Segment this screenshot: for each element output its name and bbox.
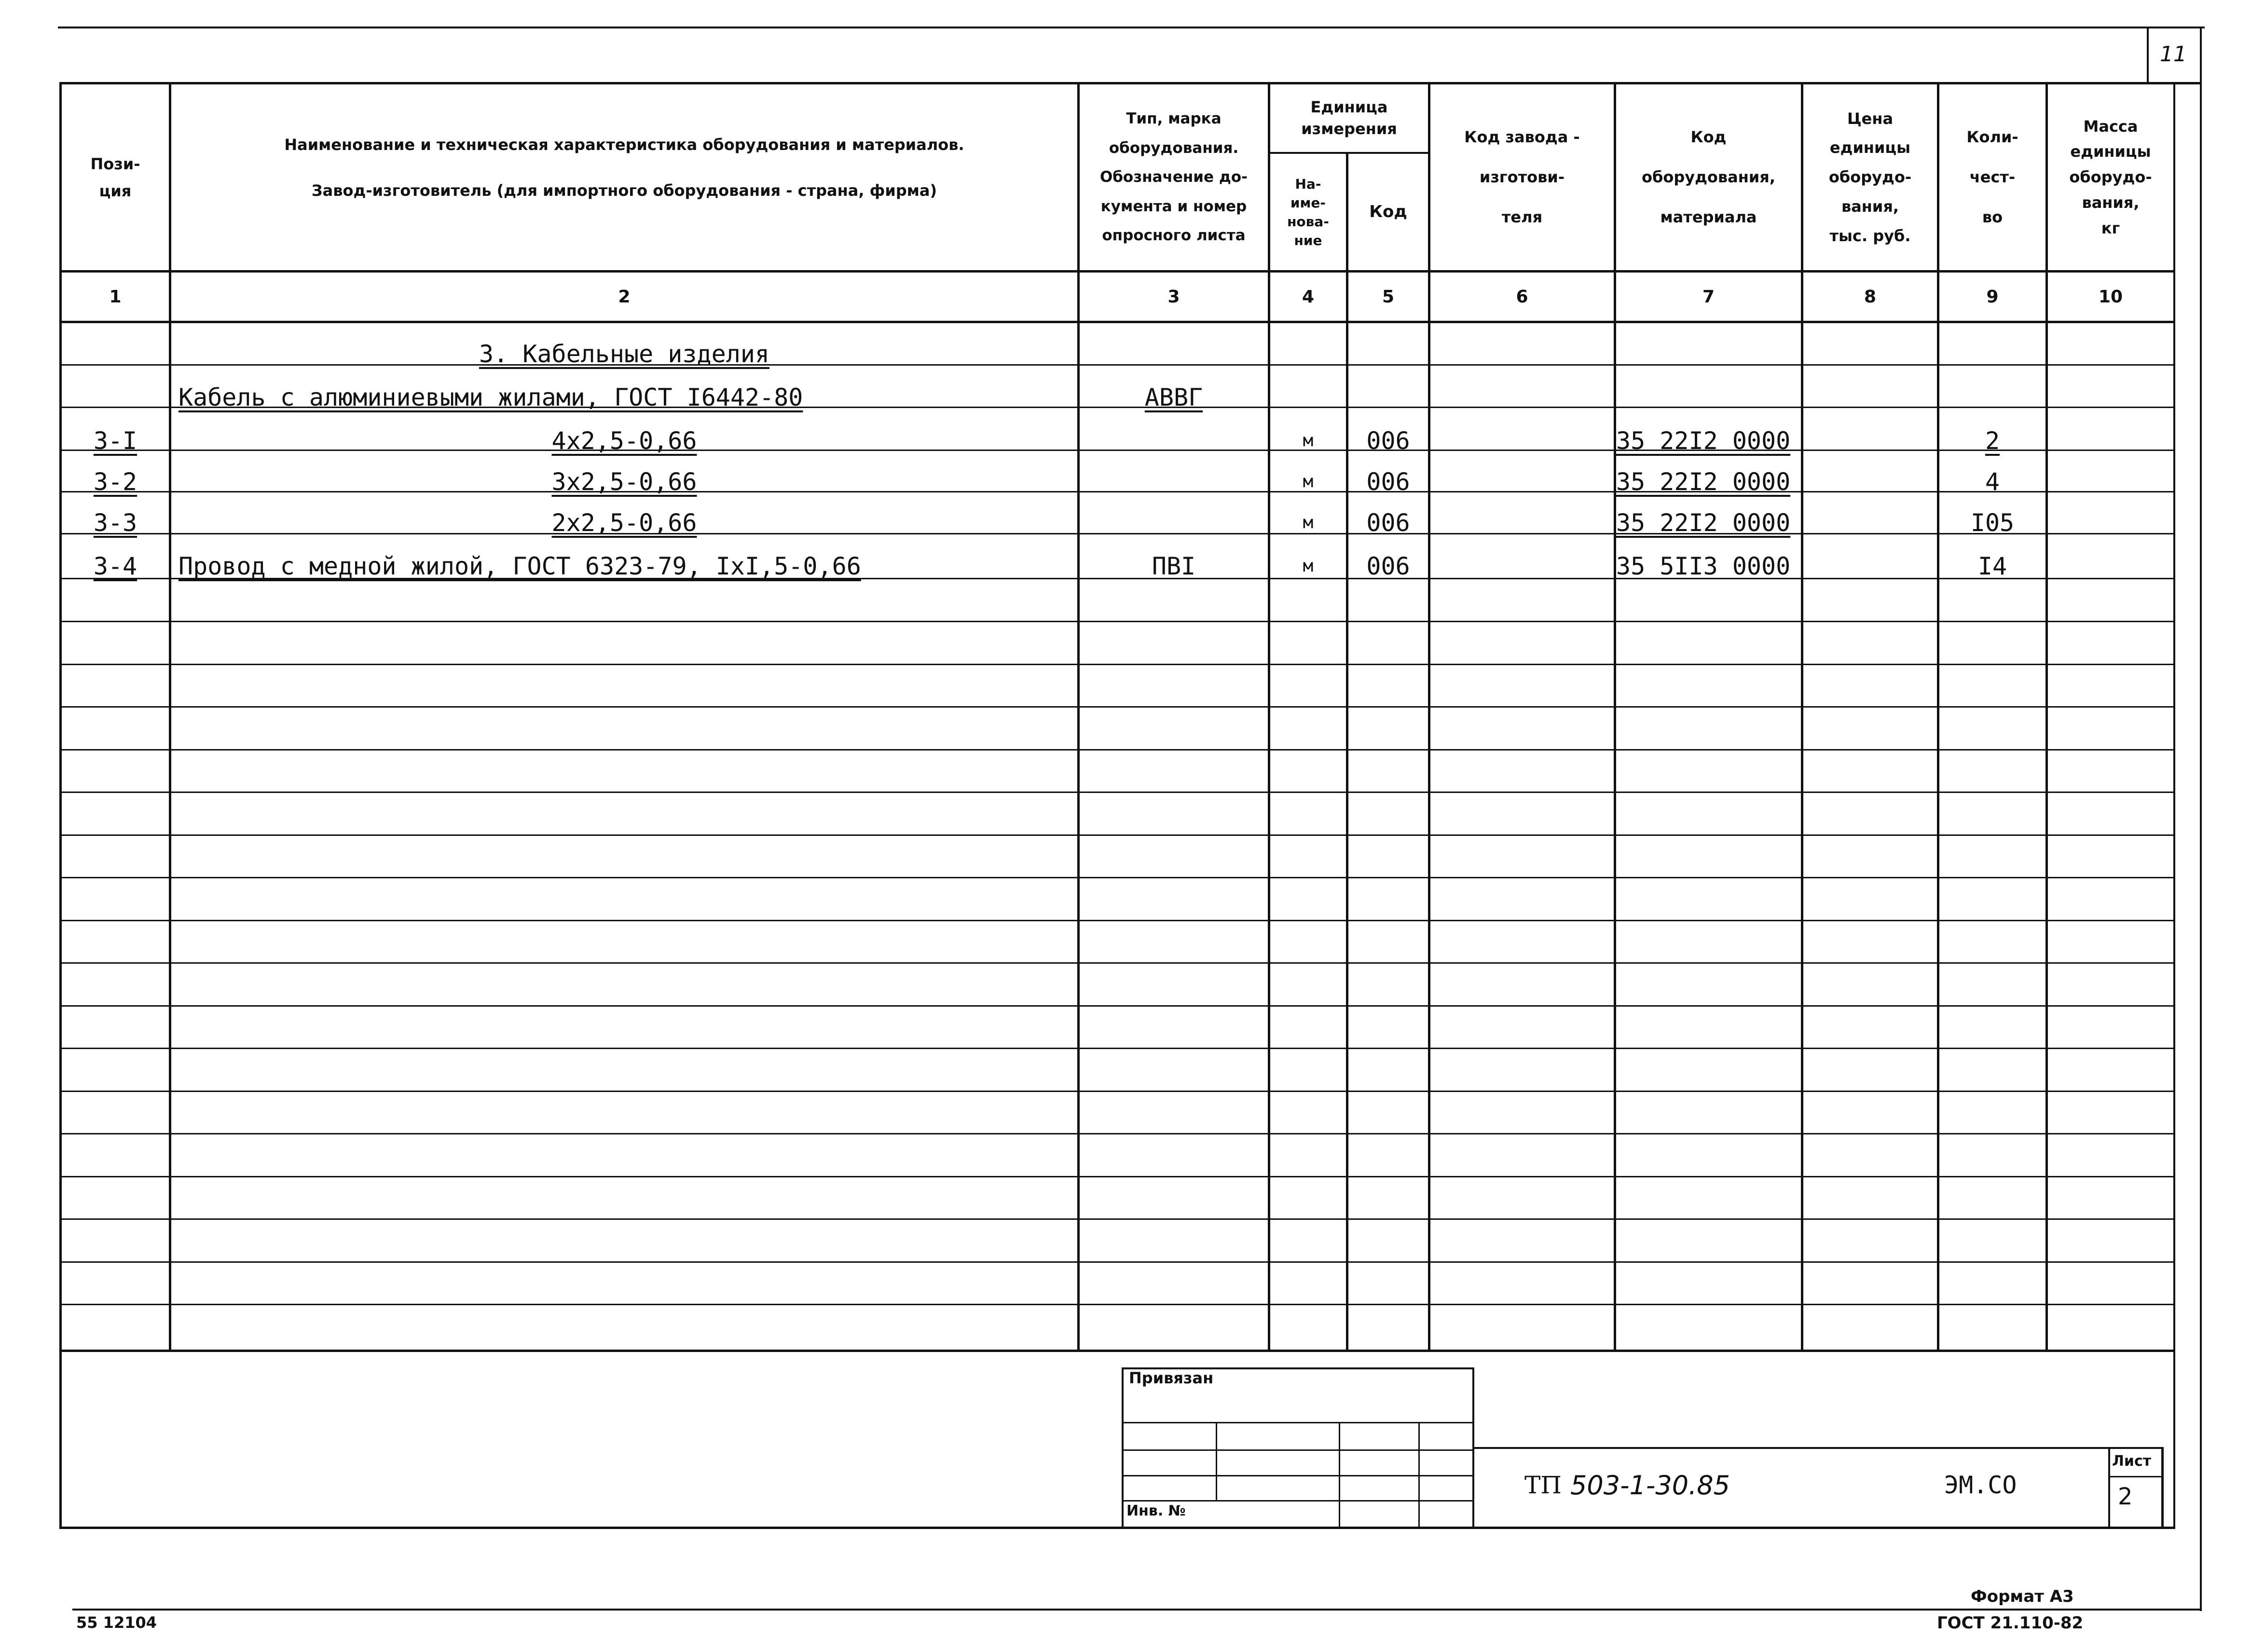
column-number: 9 xyxy=(1986,287,1999,307)
header-unit-group: Единица измерения xyxy=(1301,98,1397,138)
col-divider-5 xyxy=(1428,82,1430,1352)
table-row-line xyxy=(62,1176,2174,1177)
column-number: 7 xyxy=(1702,287,1715,307)
sheet-box-divider xyxy=(2108,1476,2162,1477)
table-row-line xyxy=(62,706,2174,708)
sheet-number: 2 xyxy=(2118,1483,2133,1510)
table-row-line xyxy=(62,621,2174,622)
table-header-bottom xyxy=(59,270,2175,273)
table-row-line xyxy=(62,1304,2174,1305)
column-number: 10 xyxy=(2098,287,2123,307)
column-number: 5 xyxy=(1382,287,1395,307)
footer-left-code: 55 12104 xyxy=(76,1613,157,1632)
frame-bottom-line xyxy=(72,1609,2200,1611)
stamp-row-2 xyxy=(1122,1449,1474,1451)
table-row-type: АВВГ xyxy=(1144,383,1203,411)
stamp-privyazan-label: Привязан xyxy=(1129,1369,1214,1387)
table-row-quantity: I05 xyxy=(1970,509,2015,537)
header-name-line1: Наименование и техническая характеристика оборудования и материалов. xyxy=(284,136,964,154)
table-row-line xyxy=(62,792,2174,793)
footer-gost: ГОСТ 21.110-82 xyxy=(1937,1613,2084,1633)
document-code: ЭМ.СО xyxy=(1944,1471,2017,1499)
table-row-unit-code: 006 xyxy=(1366,427,1410,455)
table-body-right xyxy=(2173,82,2175,1529)
column-number: 8 xyxy=(1864,287,1877,307)
header-material-code: Код оборудования, материала xyxy=(1642,127,1775,227)
table-row-position: 3-3 xyxy=(93,509,137,537)
sheet-corner-number: 11 xyxy=(2160,42,2187,67)
col-divider-9 xyxy=(2045,82,2048,1352)
table-row-line xyxy=(62,920,2174,921)
table-colnum-bottom xyxy=(59,321,2175,323)
table-row-name: 3x2,5-0,66 xyxy=(551,468,697,496)
table-row-material-code: 35 22I2 0000 xyxy=(1616,427,1791,455)
column-number: 1 xyxy=(109,287,122,307)
frame-top-line xyxy=(58,27,2205,28)
stamp-col-3 xyxy=(1418,1422,1420,1529)
table-row-line xyxy=(62,664,2174,665)
header-unit-name: На- име- нова- ние xyxy=(1287,176,1329,249)
project-prefix: ТП xyxy=(1524,1471,1562,1499)
table-row-line xyxy=(62,1261,2174,1263)
table-row-quantity: 4 xyxy=(1985,468,2000,496)
table-row-line xyxy=(62,1218,2174,1220)
titleblock-right xyxy=(2161,1447,2164,1529)
stamp-box-left xyxy=(1122,1367,1124,1529)
table-row-type: ПВI xyxy=(1152,552,1196,580)
table-row-unit: м xyxy=(1303,431,1314,451)
table-row-name: Провод с медной жилой, ГОСТ 6323-79, IxI,5-0,66 xyxy=(178,552,861,580)
table-row-unit-code: 006 xyxy=(1366,468,1410,496)
stamp-inv-number-label: Инв. № xyxy=(1126,1502,1186,1519)
table-row-line xyxy=(62,1133,2174,1134)
table-row-unit-code: 006 xyxy=(1366,552,1410,580)
stamp-row-4 xyxy=(1122,1500,1474,1502)
col-divider-7 xyxy=(1801,82,1803,1352)
table-row-material-code: 35 22I2 0000 xyxy=(1616,509,1791,537)
stamp-col-1 xyxy=(1216,1422,1217,1502)
titleblock-bottom xyxy=(59,1527,2175,1529)
header-type: Тип, марка оборудования. Обозначение до- кумента и номер опросного листа xyxy=(1099,110,1248,245)
table-row-unit: м xyxy=(1303,472,1314,492)
column-number: 3 xyxy=(1167,287,1180,307)
col-divider-8 xyxy=(1937,82,1939,1352)
column-number: 2 xyxy=(618,287,631,307)
header-quantity: Коли- чест- во xyxy=(1966,127,2018,227)
header-price: Цена единицы оборудо- вания, тыс. руб. xyxy=(1828,109,1912,245)
table-row-line xyxy=(62,749,2174,751)
table-row-position: 3-I xyxy=(93,427,137,455)
col-divider-6 xyxy=(1614,82,1616,1352)
table-row-line xyxy=(62,834,2174,836)
column-number: 6 xyxy=(1516,287,1528,307)
table-row-line xyxy=(62,1091,2174,1092)
header-unit-code: Код xyxy=(1369,202,1407,222)
stamp-col-2 xyxy=(1339,1422,1340,1529)
table-row-line xyxy=(62,1048,2174,1049)
sheet-label: Лист xyxy=(2112,1453,2152,1470)
col-divider-4 xyxy=(1346,152,1348,1352)
table-row-name: 2x2,5-0,66 xyxy=(551,509,697,537)
header-mass: Масса единицы оборудо- вания, кг xyxy=(2069,117,2152,237)
table-row-line xyxy=(62,962,2174,964)
frame-right-line xyxy=(2200,27,2202,1611)
table-row-material-code: 35 5II3 0000 xyxy=(1616,552,1791,580)
col-divider-2 xyxy=(1077,82,1080,1352)
header-name-line2: Завод-изготовитель (для импортного оборудования - страна, фирма) xyxy=(311,181,937,200)
table-row-name: Кабель с алюминиевыми жилами, ГОСТ I6442-80 xyxy=(178,383,803,411)
table-row-line xyxy=(62,877,2174,878)
unit-group-divider xyxy=(1269,152,1430,154)
table-row-quantity: 2 xyxy=(1985,427,2000,455)
corner-box-left xyxy=(2147,27,2149,82)
table-row-unit: м xyxy=(1303,556,1314,576)
header-position: Пози- ция xyxy=(90,154,140,200)
col-divider-1 xyxy=(169,82,171,1352)
stamp-row-1 xyxy=(1122,1422,1474,1423)
table-row-position: 3-2 xyxy=(93,468,137,496)
footer-format: Формат А3 xyxy=(1971,1587,2074,1606)
table-row-line xyxy=(62,1005,2174,1007)
project-number: 503-1-30.85 xyxy=(1570,1470,1730,1501)
stamp-row-3 xyxy=(1122,1475,1474,1476)
header-plant-code: Код завода - изготови- теля xyxy=(1464,127,1580,227)
table-row-name: 4x2,5-0,66 xyxy=(551,427,697,455)
designation-top xyxy=(1474,1447,2164,1449)
table-row-material-code: 35 22I2 0000 xyxy=(1616,468,1791,496)
table-row-quantity: I4 xyxy=(1977,552,2007,580)
table-row-unit-code: 006 xyxy=(1366,509,1410,537)
column-number: 4 xyxy=(1302,287,1315,307)
table-row-position: 3-4 xyxy=(93,552,137,580)
sheet-box-left xyxy=(2108,1447,2110,1529)
section-heading: 3. Кабельные изделия xyxy=(479,340,770,368)
table-body-bottom xyxy=(59,1350,2175,1352)
col-divider-3 xyxy=(1268,82,1270,1352)
table-row-unit: м xyxy=(1303,513,1314,532)
